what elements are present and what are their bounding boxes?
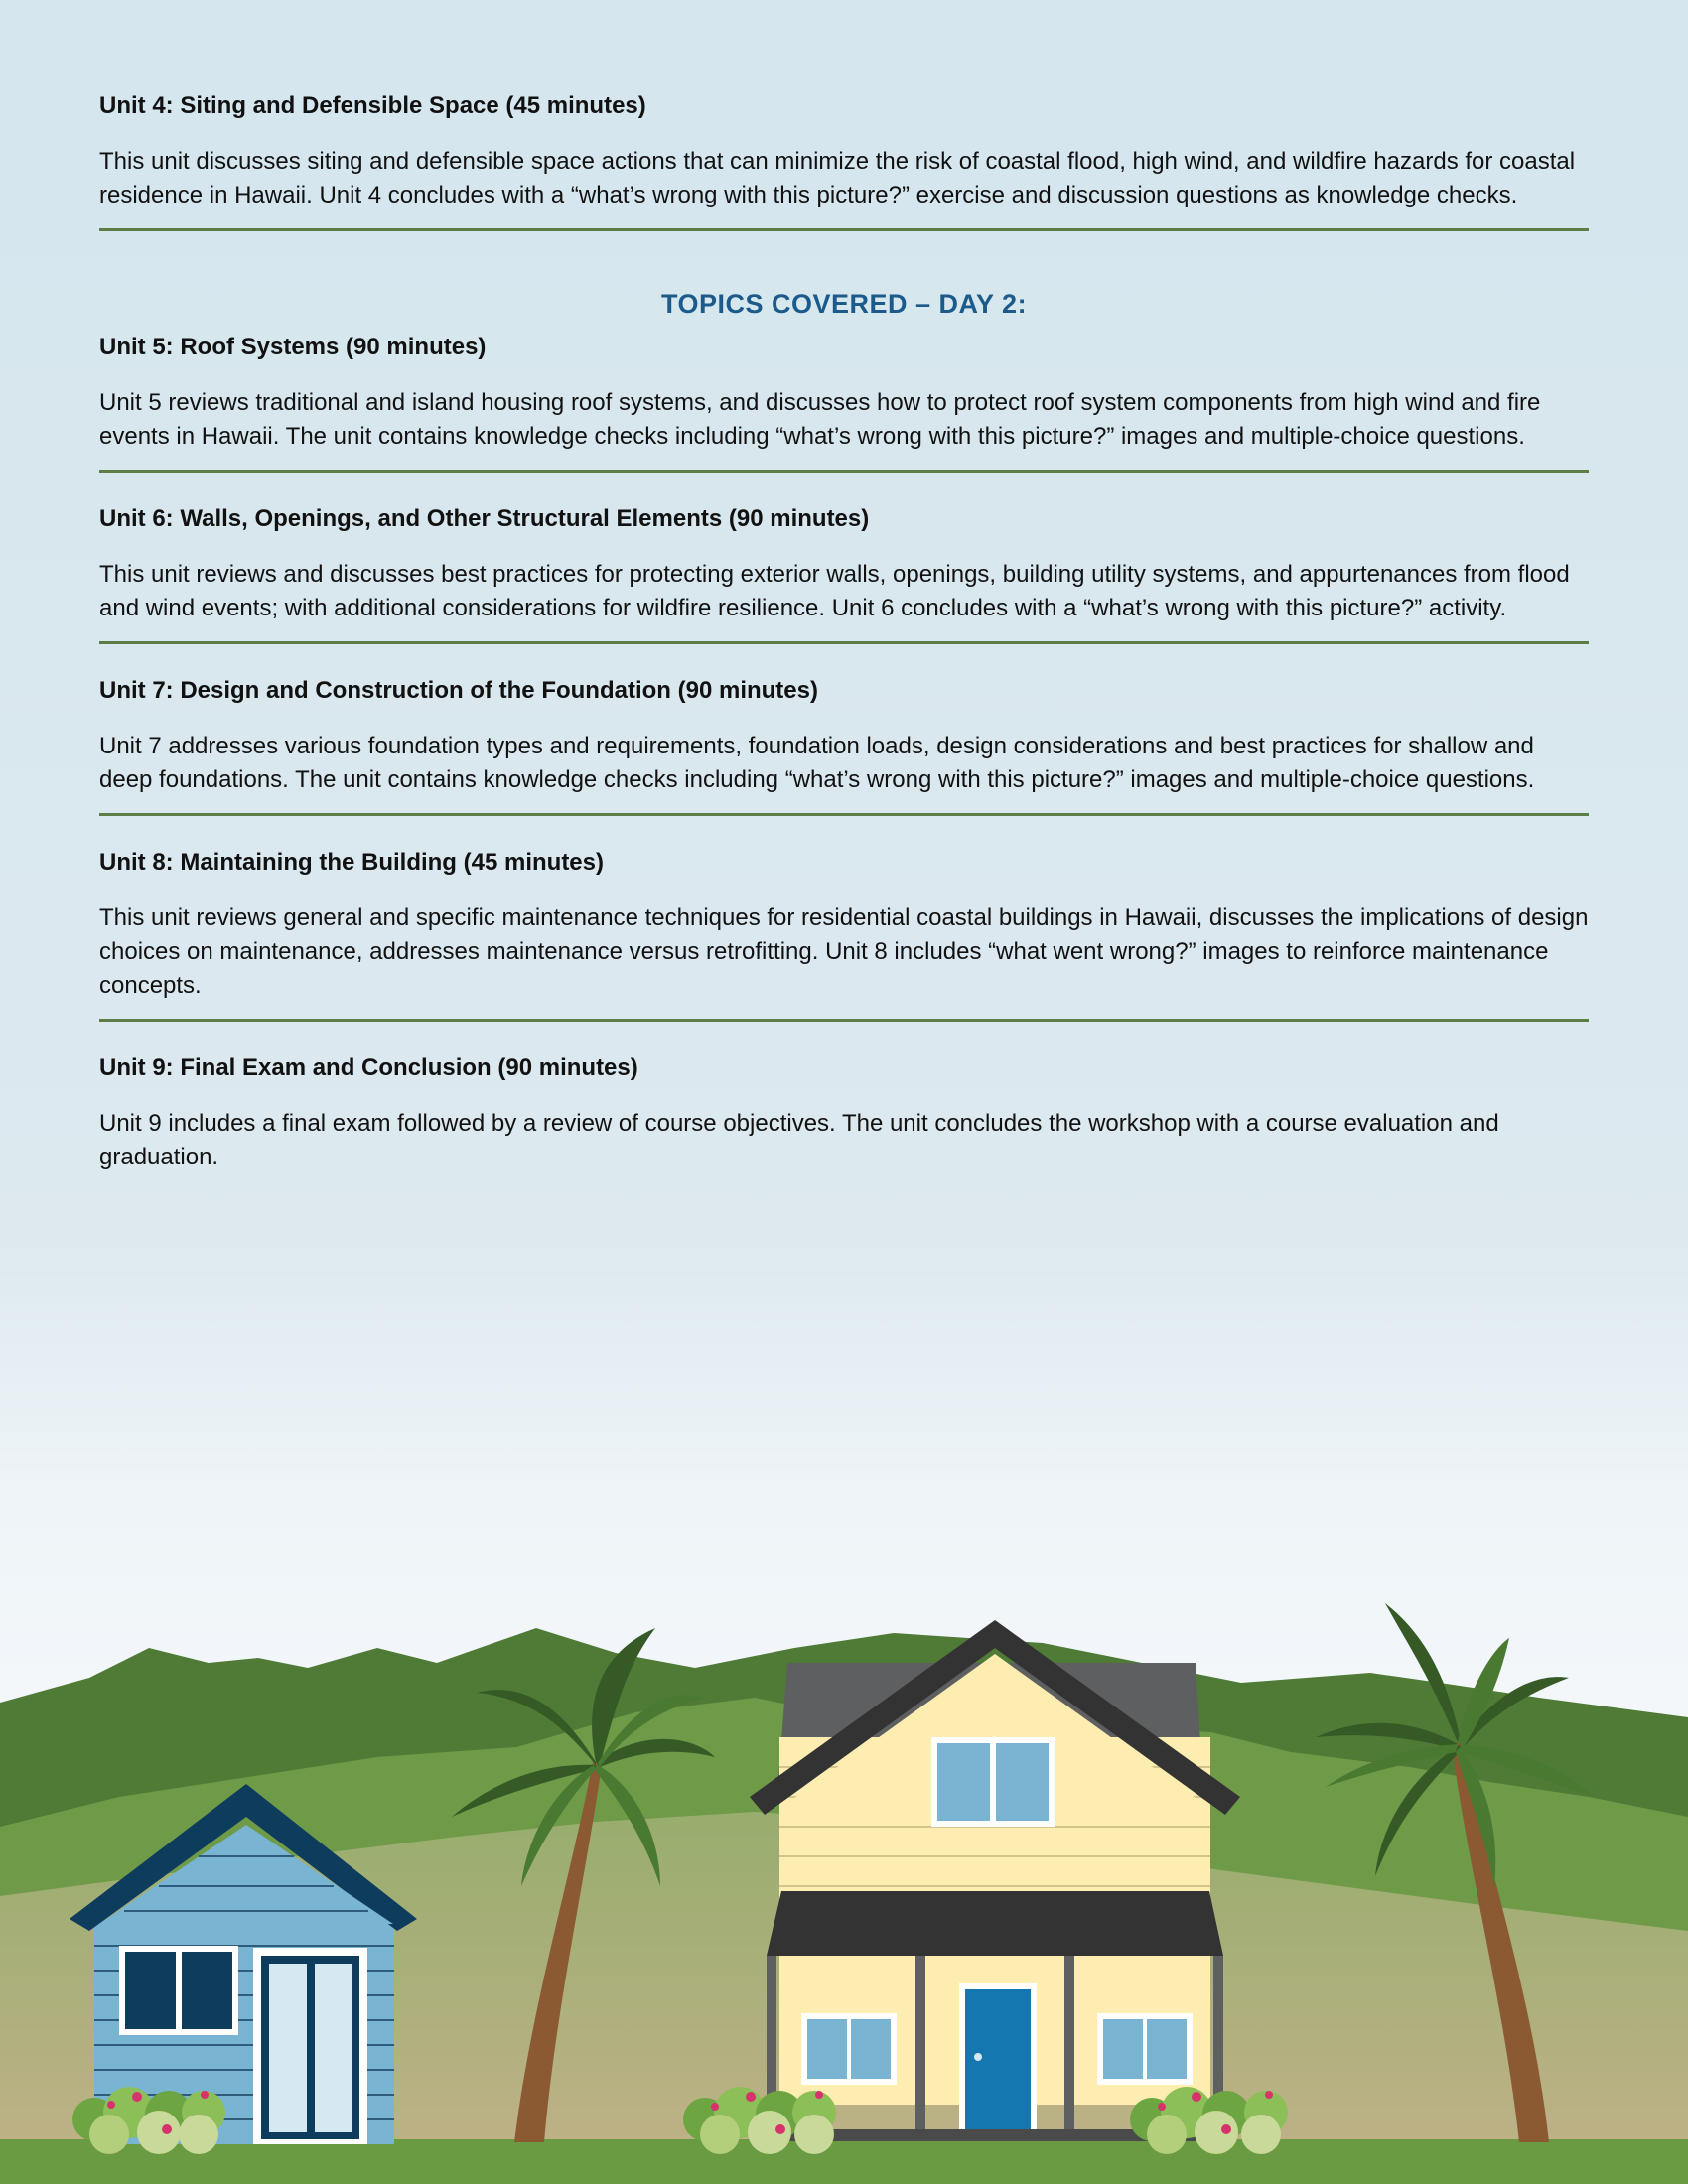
unit-9-section <box>99 1053 1589 1174</box>
unit-title: Unit 5: Roof Systems (90 minutes) <box>99 334 487 360</box>
unit-description: Unit 7 addresses various foundation types and requirements, foundation loads, design considerations and best practices for shallow and deep foundations. The unit contains knowledge checks including “what’s wrong with this picture?” images and multiple-choice questions. <box>99 733 1535 793</box>
unit-title: Unit 4: Siting and Defensible Space (45 minutes) <box>99 92 646 119</box>
unit-description: Unit 5 reviews traditional and island housing roof systems, and discusses how to protect roof system components from high wind and fire events in Hawaii. The unit contains knowledge checks including “what’s wrong with this picture?” images and multiple-choice questions. <box>99 389 1541 450</box>
hawaii-housing-illustration <box>0 1588 1688 2184</box>
divider <box>99 1019 1589 1022</box>
day2-heading: TOPICS COVERED – DAY 2: <box>660 289 1028 319</box>
unit-title: Unit 6: Walls, Openings, and Other Structural Elements (90 minutes) <box>99 505 870 532</box>
main-content <box>99 91 1589 1174</box>
divider <box>99 641 1589 644</box>
divider <box>99 228 1589 231</box>
unit-4-section <box>99 91 1589 231</box>
unit-7-section <box>99 676 1589 816</box>
unit-6-section <box>99 504 1589 644</box>
divider <box>99 813 1589 816</box>
unit-title: Unit 9: Final Exam and Conclusion (90 minutes) <box>99 1054 638 1081</box>
unit-description: Unit 9 includes a final exam followed by a review of course objectives. The unit concludes the workshop with a course evaluation and graduation. <box>99 1110 1499 1170</box>
two-story-yellow-house <box>750 1620 1240 2141</box>
unit-title: Unit 8: Maintaining the Building (45 minutes) <box>99 849 604 876</box>
unit-5-section <box>99 333 1589 473</box>
unit-title: Unit 7: Design and Construction of the Foundation (90 minutes) <box>99 677 818 704</box>
divider <box>99 470 1589 473</box>
grass-strip <box>0 2139 1688 2184</box>
unit-8-section <box>99 848 1589 1022</box>
unit-description: This unit reviews and discusses best practices for protecting exterior walls, openings, building utility systems, and appurtenances from flood and wind events; with additional considerations for wildfire resilience. Unit 6 concludes with a “what’s wrong with this picture?” activity. <box>99 561 1570 621</box>
unit-description: This unit reviews general and specific maintenance techniques for residential coastal buildings in Hawaii, discusses the implications of design choices on maintenance, addresses maintenance versus retrofitting. Unit 8 includes “what went wrong?” images to reinforce maintenance concepts. <box>99 904 1589 999</box>
unit-description: This unit discusses siting and defensible space actions that can minimize the risk of coastal flood, high wind, and wildfire hazards for coastal residence in Hawaii. Unit 4 concludes with a “what’s wrong with this picture?” exercise and discussion questions as knowledge checks. <box>99 148 1576 208</box>
